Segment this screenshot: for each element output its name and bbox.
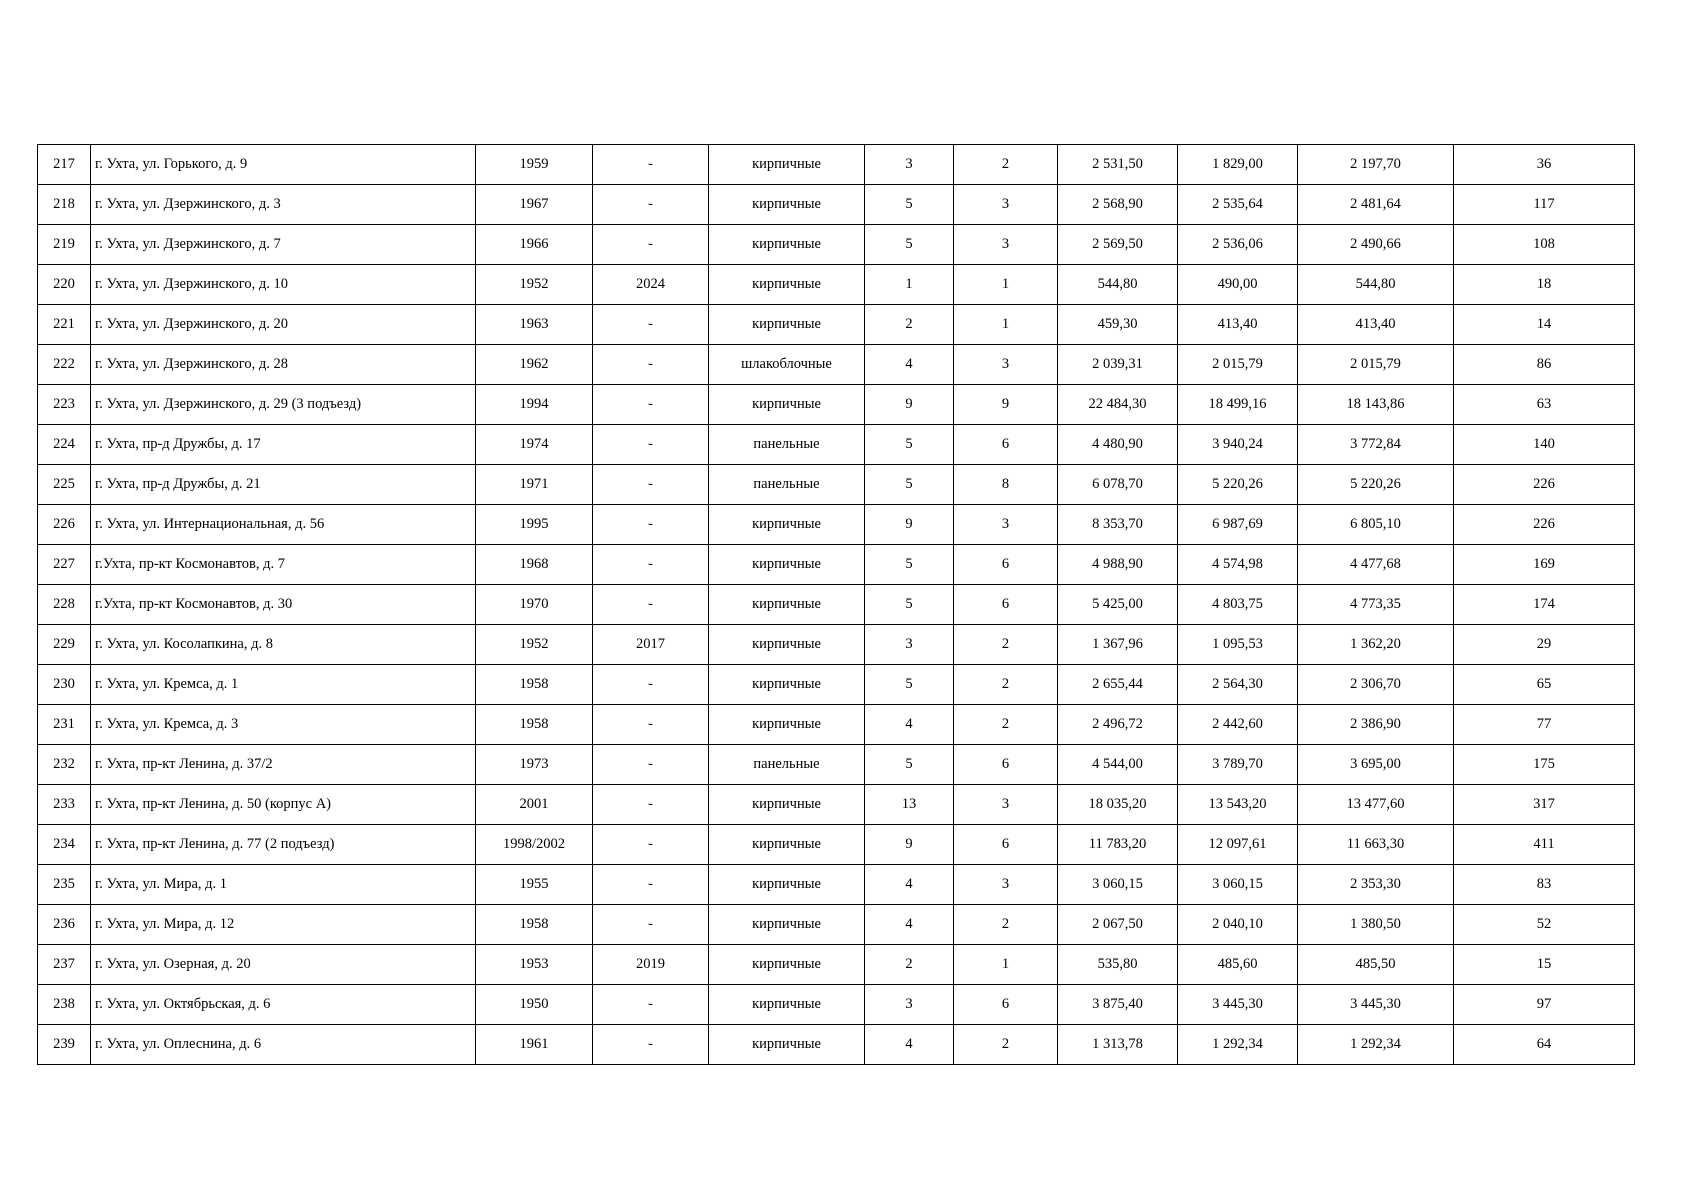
wall-material-cell: панельные [709, 465, 865, 505]
premises-area-cell: 4 574,98 [1178, 545, 1298, 585]
entrances-cell: 3 [954, 225, 1058, 265]
residents-cell: 169 [1454, 545, 1635, 585]
total-area-cell: 535,80 [1058, 945, 1178, 985]
total-area-cell: 2 655,44 [1058, 665, 1178, 705]
built-year-cell: 1950 [476, 985, 593, 1025]
table-row [38, 345, 1635, 385]
overhaul-year-cell: - [593, 225, 709, 265]
residents-cell: 226 [1454, 465, 1635, 505]
residents-cell: 97 [1454, 985, 1635, 1025]
entrances-cell: 2 [954, 145, 1058, 185]
address-cell: г. Ухта, пр-кт Ленина, д. 77 (2 подъезд) [91, 825, 476, 865]
wall-material-cell: кирпичные [709, 545, 865, 585]
premises-area-cell: 13 543,20 [1178, 785, 1298, 825]
total-area-cell: 4 988,90 [1058, 545, 1178, 585]
built-year-cell: 1952 [476, 265, 593, 305]
total-area-cell: 3 875,40 [1058, 985, 1178, 1025]
overhaul-year-cell: - [593, 465, 709, 505]
overhaul-year-cell: 2019 [593, 945, 709, 985]
row-number-cell: 233 [38, 785, 91, 825]
row-number-cell: 226 [38, 505, 91, 545]
address-cell: г. Ухта, ул. Озерная, д. 20 [91, 945, 476, 985]
address-cell: г. Ухта, ул. Косолапкина, д. 8 [91, 625, 476, 665]
living-area-cell: 2 481,64 [1298, 185, 1454, 225]
floors-cell: 5 [865, 465, 954, 505]
address-cell: г. Ухта, ул. Кремса, д. 3 [91, 705, 476, 745]
built-year-cell: 1973 [476, 745, 593, 785]
built-year-cell: 1971 [476, 465, 593, 505]
premises-area-cell: 2 564,30 [1178, 665, 1298, 705]
wall-material-cell: шлакоблочные [709, 345, 865, 385]
entrances-cell: 1 [954, 945, 1058, 985]
built-year-cell: 1994 [476, 385, 593, 425]
residents-cell: 65 [1454, 665, 1635, 705]
address-cell: г. Ухта, пр-д Дружбы, д. 21 [91, 465, 476, 505]
overhaul-year-cell: - [593, 785, 709, 825]
address-cell: г. Ухта, ул. Мира, д. 1 [91, 865, 476, 905]
floors-cell: 5 [865, 545, 954, 585]
total-area-cell: 6 078,70 [1058, 465, 1178, 505]
row-number-cell: 239 [38, 1025, 91, 1065]
row-number-cell: 223 [38, 385, 91, 425]
entrances-cell: 1 [954, 265, 1058, 305]
table-row [38, 305, 1635, 345]
address-cell: г. Ухта, ул. Дзержинского, д. 3 [91, 185, 476, 225]
premises-area-cell: 2 442,60 [1178, 705, 1298, 745]
floors-cell: 5 [865, 185, 954, 225]
entrances-cell: 2 [954, 665, 1058, 705]
wall-material-cell: кирпичные [709, 265, 865, 305]
entrances-cell: 2 [954, 625, 1058, 665]
wall-material-cell: кирпичные [709, 785, 865, 825]
floors-cell: 5 [865, 745, 954, 785]
built-year-cell: 1970 [476, 585, 593, 625]
entrances-cell: 6 [954, 425, 1058, 465]
floors-cell: 4 [865, 865, 954, 905]
residents-cell: 175 [1454, 745, 1635, 785]
overhaul-year-cell: - [593, 505, 709, 545]
address-cell: г.Ухта, пр-кт Космонавтов, д. 30 [91, 585, 476, 625]
floors-cell: 1 [865, 265, 954, 305]
table-row [38, 785, 1635, 825]
total-area-cell: 11 783,20 [1058, 825, 1178, 865]
living-area-cell: 4 773,35 [1298, 585, 1454, 625]
overhaul-year-cell: - [593, 1025, 709, 1065]
premises-area-cell: 3 445,30 [1178, 985, 1298, 1025]
row-number-cell: 217 [38, 145, 91, 185]
row-number-cell: 232 [38, 745, 91, 785]
table-row [38, 465, 1635, 505]
floors-cell: 4 [865, 345, 954, 385]
living-area-cell: 1 292,34 [1298, 1025, 1454, 1065]
table-row [38, 945, 1635, 985]
overhaul-year-cell: - [593, 705, 709, 745]
row-number-cell: 236 [38, 905, 91, 945]
premises-area-cell: 5 220,26 [1178, 465, 1298, 505]
premises-area-cell: 12 097,61 [1178, 825, 1298, 865]
address-cell: г.Ухта, пр-кт Космонавтов, д. 7 [91, 545, 476, 585]
total-area-cell: 1 313,78 [1058, 1025, 1178, 1065]
table-row [38, 665, 1635, 705]
row-number-cell: 235 [38, 865, 91, 905]
residents-cell: 18 [1454, 265, 1635, 305]
row-number-cell: 228 [38, 585, 91, 625]
overhaul-year-cell: - [593, 305, 709, 345]
residents-cell: 140 [1454, 425, 1635, 465]
built-year-cell: 1966 [476, 225, 593, 265]
floors-cell: 4 [865, 905, 954, 945]
living-area-cell: 3 445,30 [1298, 985, 1454, 1025]
wall-material-cell: кирпичные [709, 905, 865, 945]
built-year-cell: 1953 [476, 945, 593, 985]
entrances-cell: 9 [954, 385, 1058, 425]
residents-cell: 117 [1454, 185, 1635, 225]
total-area-cell: 18 035,20 [1058, 785, 1178, 825]
address-cell: г. Ухта, ул. Мира, д. 12 [91, 905, 476, 945]
table-row [38, 1025, 1635, 1065]
row-number-cell: 218 [38, 185, 91, 225]
wall-material-cell: кирпичные [709, 945, 865, 985]
living-area-cell: 2 015,79 [1298, 345, 1454, 385]
table-row [38, 225, 1635, 265]
address-cell: г. Ухта, ул. Дзержинского, д. 10 [91, 265, 476, 305]
total-area-cell: 2 496,72 [1058, 705, 1178, 745]
living-area-cell: 2 197,70 [1298, 145, 1454, 185]
built-year-cell: 1958 [476, 665, 593, 705]
built-year-cell: 1962 [476, 345, 593, 385]
row-number-cell: 231 [38, 705, 91, 745]
living-area-cell: 18 143,86 [1298, 385, 1454, 425]
living-area-cell: 2 306,70 [1298, 665, 1454, 705]
address-cell: г. Ухта, ул. Дзержинского, д. 29 (3 подъезд) [91, 385, 476, 425]
residents-cell: 36 [1454, 145, 1635, 185]
premises-area-cell: 2 535,64 [1178, 185, 1298, 225]
overhaul-year-cell: - [593, 385, 709, 425]
entrances-cell: 6 [954, 545, 1058, 585]
built-year-cell: 1961 [476, 1025, 593, 1065]
row-number-cell: 229 [38, 625, 91, 665]
row-number-cell: 230 [38, 665, 91, 705]
premises-area-cell: 6 987,69 [1178, 505, 1298, 545]
living-area-cell: 5 220,26 [1298, 465, 1454, 505]
wall-material-cell: кирпичные [709, 185, 865, 225]
premises-area-cell: 490,00 [1178, 265, 1298, 305]
floors-cell: 5 [865, 425, 954, 465]
total-area-cell: 4 480,90 [1058, 425, 1178, 465]
living-area-cell: 11 663,30 [1298, 825, 1454, 865]
premises-area-cell: 2 040,10 [1178, 905, 1298, 945]
total-area-cell: 544,80 [1058, 265, 1178, 305]
row-number-cell: 225 [38, 465, 91, 505]
overhaul-year-cell: - [593, 345, 709, 385]
row-number-cell: 227 [38, 545, 91, 585]
entrances-cell: 2 [954, 905, 1058, 945]
residents-cell: 226 [1454, 505, 1635, 545]
wall-material-cell: кирпичные [709, 705, 865, 745]
table-row [38, 545, 1635, 585]
overhaul-year-cell: - [593, 425, 709, 465]
overhaul-year-cell: - [593, 865, 709, 905]
table-row [38, 185, 1635, 225]
wall-material-cell: кирпичные [709, 585, 865, 625]
overhaul-year-cell: - [593, 825, 709, 865]
table-row [38, 385, 1635, 425]
total-area-cell: 22 484,30 [1058, 385, 1178, 425]
wall-material-cell: кирпичные [709, 825, 865, 865]
built-year-cell: 1959 [476, 145, 593, 185]
built-year-cell: 1967 [476, 185, 593, 225]
living-area-cell: 2 386,90 [1298, 705, 1454, 745]
living-area-cell: 1 380,50 [1298, 905, 1454, 945]
floors-cell: 5 [865, 665, 954, 705]
address-cell: г. Ухта, ул. Октябрьская, д. 6 [91, 985, 476, 1025]
table-row [38, 505, 1635, 545]
entrances-cell: 6 [954, 985, 1058, 1025]
entrances-cell: 6 [954, 585, 1058, 625]
entrances-cell: 3 [954, 865, 1058, 905]
overhaul-year-cell: - [593, 145, 709, 185]
floors-cell: 3 [865, 145, 954, 185]
address-cell: г. Ухта, пр-кт Ленина, д. 37/2 [91, 745, 476, 785]
living-area-cell: 3 695,00 [1298, 745, 1454, 785]
total-area-cell: 2 531,50 [1058, 145, 1178, 185]
entrances-cell: 2 [954, 705, 1058, 745]
living-area-cell: 13 477,60 [1298, 785, 1454, 825]
living-area-cell: 4 477,68 [1298, 545, 1454, 585]
living-area-cell: 6 805,10 [1298, 505, 1454, 545]
residents-cell: 108 [1454, 225, 1635, 265]
address-cell: г. Ухта, ул. Горького, д. 9 [91, 145, 476, 185]
address-cell: г. Ухта, пр-д Дружбы, д. 17 [91, 425, 476, 465]
row-number-cell: 222 [38, 345, 91, 385]
address-cell: г. Ухта, пр-кт Ленина, д. 50 (корпус А) [91, 785, 476, 825]
row-number-cell: 238 [38, 985, 91, 1025]
built-year-cell: 1958 [476, 705, 593, 745]
wall-material-cell: панельные [709, 745, 865, 785]
living-area-cell: 544,80 [1298, 265, 1454, 305]
built-year-cell: 1998/2002 [476, 825, 593, 865]
table-row [38, 865, 1635, 905]
overhaul-year-cell: - [593, 665, 709, 705]
residents-cell: 317 [1454, 785, 1635, 825]
living-area-cell: 3 772,84 [1298, 425, 1454, 465]
residents-cell: 15 [1454, 945, 1635, 985]
living-area-cell: 485,50 [1298, 945, 1454, 985]
row-number-cell: 219 [38, 225, 91, 265]
total-area-cell: 1 367,96 [1058, 625, 1178, 665]
total-area-cell: 2 568,90 [1058, 185, 1178, 225]
premises-area-cell: 1 829,00 [1178, 145, 1298, 185]
residents-cell: 52 [1454, 905, 1635, 945]
residents-cell: 86 [1454, 345, 1635, 385]
floors-cell: 4 [865, 705, 954, 745]
overhaul-year-cell: - [593, 585, 709, 625]
floors-cell: 3 [865, 625, 954, 665]
overhaul-year-cell: - [593, 905, 709, 945]
table-row [38, 585, 1635, 625]
total-area-cell: 459,30 [1058, 305, 1178, 345]
wall-material-cell: кирпичные [709, 145, 865, 185]
wall-material-cell: кирпичные [709, 385, 865, 425]
built-year-cell: 1968 [476, 545, 593, 585]
entrances-cell: 3 [954, 785, 1058, 825]
wall-material-cell: кирпичные [709, 985, 865, 1025]
address-cell: г. Ухта, ул. Дзержинского, д. 7 [91, 225, 476, 265]
wall-material-cell: панельные [709, 425, 865, 465]
total-area-cell: 8 353,70 [1058, 505, 1178, 545]
floors-cell: 9 [865, 505, 954, 545]
wall-material-cell: кирпичные [709, 505, 865, 545]
premises-area-cell: 485,60 [1178, 945, 1298, 985]
built-year-cell: 2001 [476, 785, 593, 825]
residents-cell: 77 [1454, 705, 1635, 745]
living-area-cell: 2 353,30 [1298, 865, 1454, 905]
table-row [38, 745, 1635, 785]
wall-material-cell: кирпичные [709, 305, 865, 345]
premises-area-cell: 4 803,75 [1178, 585, 1298, 625]
overhaul-year-cell: - [593, 545, 709, 585]
address-cell: г. Ухта, ул. Кремса, д. 1 [91, 665, 476, 705]
entrances-cell: 6 [954, 825, 1058, 865]
table-row [38, 705, 1635, 745]
premises-area-cell: 18 499,16 [1178, 385, 1298, 425]
floors-cell: 5 [865, 225, 954, 265]
entrances-cell: 3 [954, 505, 1058, 545]
entrances-cell: 1 [954, 305, 1058, 345]
built-year-cell: 1963 [476, 305, 593, 345]
overhaul-year-cell: 2024 [593, 265, 709, 305]
floors-cell: 3 [865, 985, 954, 1025]
built-year-cell: 1958 [476, 905, 593, 945]
built-year-cell: 1955 [476, 865, 593, 905]
wall-material-cell: кирпичные [709, 225, 865, 265]
table-body [38, 145, 1635, 1065]
residents-cell: 63 [1454, 385, 1635, 425]
overhaul-year-cell: - [593, 985, 709, 1025]
living-area-cell: 1 362,20 [1298, 625, 1454, 665]
built-year-cell: 1952 [476, 625, 593, 665]
row-number-cell: 237 [38, 945, 91, 985]
floors-cell: 2 [865, 945, 954, 985]
table-row [38, 265, 1635, 305]
row-number-cell: 234 [38, 825, 91, 865]
table-row [38, 905, 1635, 945]
total-area-cell: 5 425,00 [1058, 585, 1178, 625]
premises-area-cell: 2 015,79 [1178, 345, 1298, 385]
overhaul-year-cell: 2017 [593, 625, 709, 665]
residents-cell: 29 [1454, 625, 1635, 665]
address-cell: г. Ухта, ул. Дзержинского, д. 20 [91, 305, 476, 345]
built-year-cell: 1974 [476, 425, 593, 465]
total-area-cell: 4 544,00 [1058, 745, 1178, 785]
residents-cell: 174 [1454, 585, 1635, 625]
wall-material-cell: кирпичные [709, 865, 865, 905]
address-cell: г. Ухта, ул. Оплеснина, д. 6 [91, 1025, 476, 1065]
floors-cell: 9 [865, 385, 954, 425]
overhaul-year-cell: - [593, 185, 709, 225]
table-row [38, 985, 1635, 1025]
wall-material-cell: кирпичные [709, 1025, 865, 1065]
total-area-cell: 3 060,15 [1058, 865, 1178, 905]
total-area-cell: 2 569,50 [1058, 225, 1178, 265]
residents-cell: 83 [1454, 865, 1635, 905]
entrances-cell: 8 [954, 465, 1058, 505]
wall-material-cell: кирпичные [709, 625, 865, 665]
residents-cell: 64 [1454, 1025, 1635, 1065]
premises-area-cell: 413,40 [1178, 305, 1298, 345]
premises-area-cell: 3 940,24 [1178, 425, 1298, 465]
overhaul-year-cell: - [593, 745, 709, 785]
total-area-cell: 2 039,31 [1058, 345, 1178, 385]
residents-cell: 411 [1454, 825, 1635, 865]
entrances-cell: 6 [954, 745, 1058, 785]
premises-area-cell: 3 060,15 [1178, 865, 1298, 905]
entrances-cell: 3 [954, 185, 1058, 225]
floors-cell: 4 [865, 1025, 954, 1065]
built-year-cell: 1995 [476, 505, 593, 545]
wall-material-cell: кирпичные [709, 665, 865, 705]
residents-cell: 14 [1454, 305, 1635, 345]
living-area-cell: 2 490,66 [1298, 225, 1454, 265]
table-row [38, 425, 1635, 465]
table-row [38, 825, 1635, 865]
entrances-cell: 2 [954, 1025, 1058, 1065]
premises-area-cell: 1 095,53 [1178, 625, 1298, 665]
floors-cell: 2 [865, 305, 954, 345]
row-number-cell: 224 [38, 425, 91, 465]
row-number-cell: 220 [38, 265, 91, 305]
table-row [38, 145, 1635, 185]
entrances-cell: 3 [954, 345, 1058, 385]
address-cell: г. Ухта, ул. Интернациональная, д. 56 [91, 505, 476, 545]
floors-cell: 9 [865, 825, 954, 865]
living-area-cell: 413,40 [1298, 305, 1454, 345]
table-row [38, 625, 1635, 665]
premises-area-cell: 1 292,34 [1178, 1025, 1298, 1065]
floors-cell: 5 [865, 585, 954, 625]
row-number-cell: 221 [38, 305, 91, 345]
premises-area-cell: 2 536,06 [1178, 225, 1298, 265]
premises-area-cell: 3 789,70 [1178, 745, 1298, 785]
total-area-cell: 2 067,50 [1058, 905, 1178, 945]
housing-table [37, 144, 1635, 1065]
floors-cell: 13 [865, 785, 954, 825]
address-cell: г. Ухта, ул. Дзержинского, д. 28 [91, 345, 476, 385]
